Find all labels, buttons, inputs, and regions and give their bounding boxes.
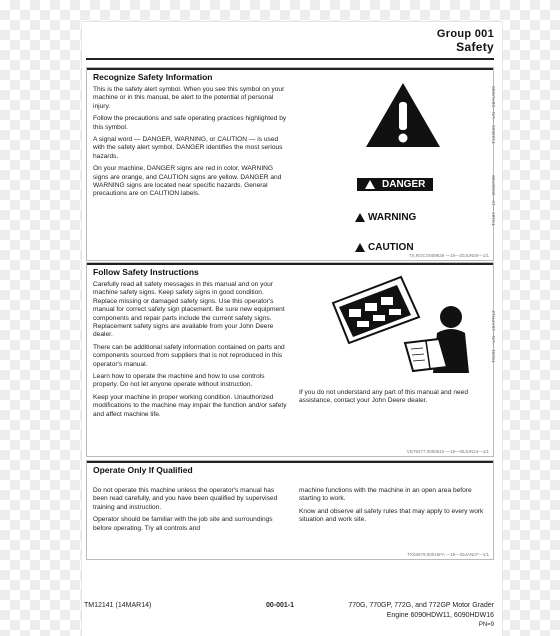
alert-triangle-icon bbox=[355, 243, 365, 252]
group-number: Group 001 bbox=[436, 28, 494, 40]
pn-number: PN=9 bbox=[478, 622, 494, 628]
paragraph: Operator should be familiar with the job site and surroundings before operating. Try all controls and bbox=[93, 516, 273, 532]
paragraph: Learn how to operate the machine and how to use controls properly. Do not let anyone operate without instruction. bbox=[93, 373, 265, 389]
paragraph: On your machine, DANGER signs are red in color, WARNING signs are orange, and CAUTION signs are yellow. DANGER and WARNING signs are located near specific hazards. General precautions are on CAUTION labels. bbox=[93, 165, 282, 198]
section-body-right bbox=[299, 487, 495, 529]
engine-model: Engine 6090HDW11, 6090HDW16 bbox=[386, 612, 494, 619]
page-number: 00-001-1 bbox=[266, 602, 295, 609]
alert-triangle-icon bbox=[365, 180, 375, 189]
paragraph: Keep your machine in proper working condition. Unauthorized modifications to the machine may impair the function and/or safety and affect machine life. bbox=[93, 393, 287, 418]
page-footer bbox=[84, 602, 494, 636]
paragraph: Know and observe all safety rules that may apply to every work situation and work site. bbox=[299, 507, 484, 524]
section-body bbox=[93, 281, 289, 423]
safety-alert-symbol-icon bbox=[363, 80, 443, 150]
paragraph: There can be additional safety information contained on parts and components sourced from suppliers that is not reproduced in this operator's manual. bbox=[93, 343, 285, 368]
machine-model: 770G, 770GP, 772G, and 772GP Motor Grader bbox=[348, 602, 494, 609]
section-title: Follow Safety Instructions bbox=[93, 267, 199, 277]
group-heading bbox=[437, 28, 494, 54]
alert-triangle-icon bbox=[355, 213, 365, 222]
section-rule bbox=[87, 263, 493, 265]
danger-sign bbox=[357, 178, 433, 191]
paragraph: Carefully read all safety messages in this manual and on your machine safety signs. Keep safety signs in good condition. Replace missing or damaged safety signs. Use this operator's manual for correct safety sign placement. Be sure new equipment components and repair parts include the current safety signs. Replacement safety signs are available from your John Deere dealer. bbox=[93, 281, 285, 339]
paragraph: This is the safety alert symbol. When you see this symbol on your machine or in this manual, be alert to the potential of personal injury. bbox=[93, 86, 285, 110]
danger-label: DANGER bbox=[382, 179, 426, 190]
paragraph: A signal word — DANGER, WARNING, or CAUTION — is used with the safety alert symbol. DANGER identifies the most serious hazards. bbox=[93, 136, 283, 160]
section-right-text: If you do not understand any part of this manual and need assistance, contact your John Deere dealer. bbox=[299, 389, 468, 405]
warning-label: WARNING bbox=[368, 212, 417, 223]
reference-code: VD76477,0000510 —19—05JUN13—1/1 bbox=[406, 449, 489, 454]
warning-sign bbox=[355, 212, 416, 223]
reference-code: TX03679,00016FA —19—25JAN07—1/1 bbox=[407, 552, 489, 557]
figure-id: T133555 —UN—28AUG00 bbox=[491, 85, 496, 144]
section-operate-only-if-qualified bbox=[86, 460, 494, 560]
section-body bbox=[93, 86, 289, 203]
section-rule bbox=[87, 68, 493, 70]
section-follow-safety-instructions bbox=[86, 262, 494, 457]
figure-id: TS187 —19—30SEP88 bbox=[491, 175, 496, 226]
section-title: Operate Only If Qualified bbox=[93, 465, 193, 475]
section-rule bbox=[87, 461, 493, 463]
figure-id: TS201 —UN—15APR13 bbox=[491, 310, 496, 363]
section-title: Recognize Safety Information bbox=[93, 72, 213, 82]
section-body-left bbox=[93, 487, 289, 537]
caution-sign bbox=[355, 242, 414, 253]
group-title: Safety bbox=[456, 40, 494, 54]
section-recognize-safety bbox=[86, 67, 494, 261]
document-number: TM12141 (14MAR14) bbox=[84, 602, 152, 609]
reference-code: TX,ROCO009826 —19—20JUN00—1/1 bbox=[408, 253, 489, 258]
operator-reading-manual-illustration bbox=[301, 273, 485, 373]
paragraph: Do not operate this machine unless the operator's manual has been read carefully, and you have been qualified by supervised training and instruction. bbox=[93, 487, 278, 511]
header-rule bbox=[86, 58, 494, 60]
manual-page bbox=[82, 22, 502, 636]
paragraph: Follow the precautions and safe operating practices highlighted by this symbol. bbox=[93, 115, 287, 131]
paragraph: machine functions with the machine in an open area before starting to work. bbox=[299, 487, 472, 503]
caution-label: CAUTION bbox=[368, 242, 414, 253]
